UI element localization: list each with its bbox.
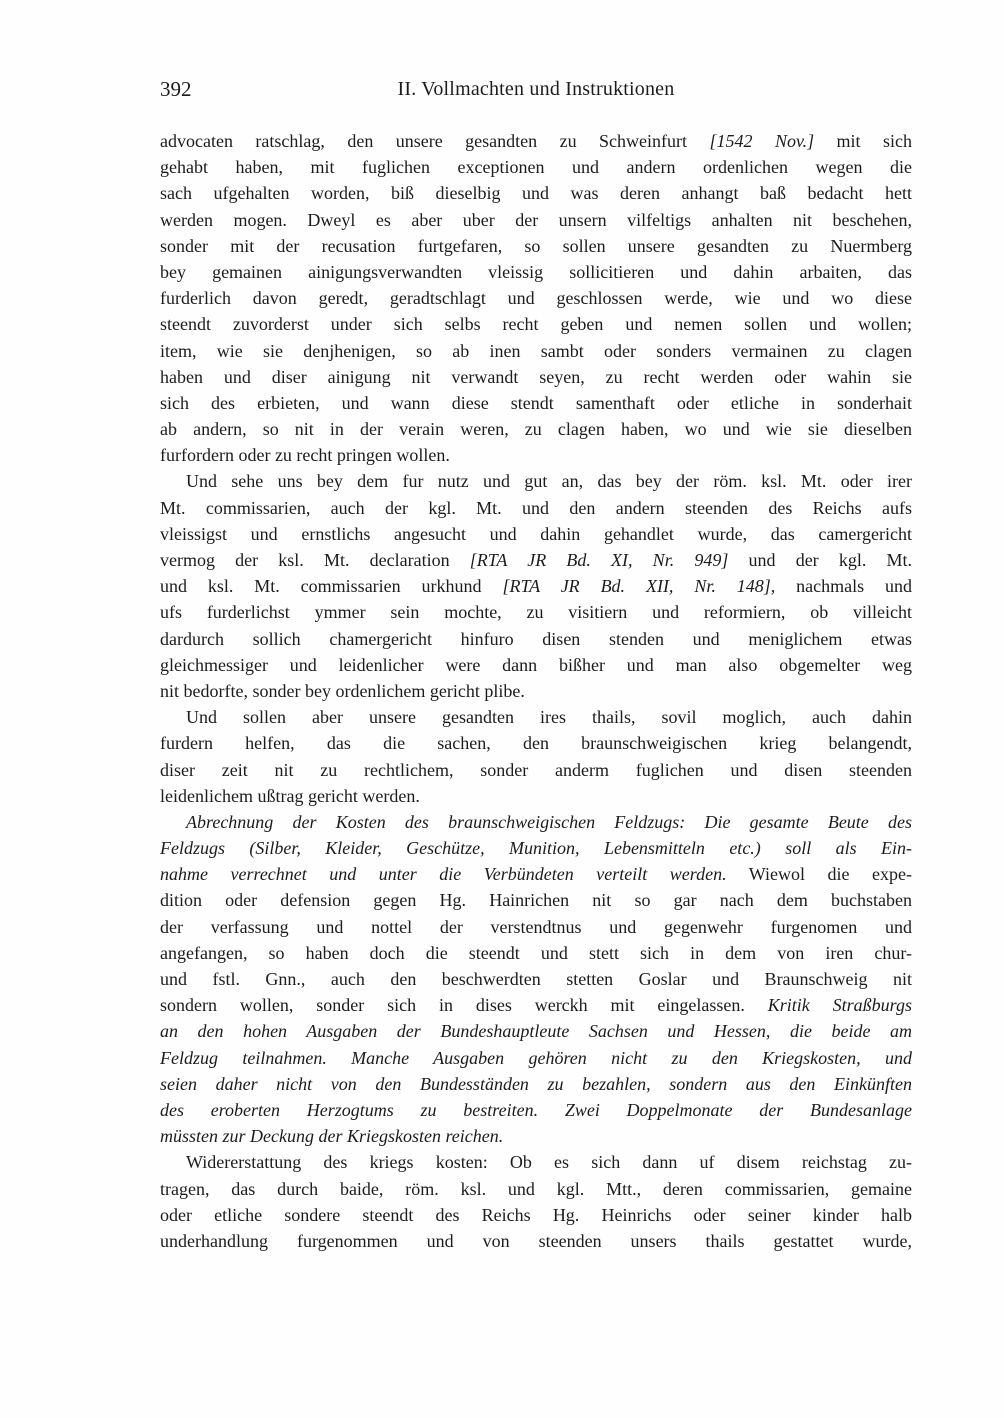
text-segment: Mt. commissarien, auch der kgl. Mt. und den andern steenden des Reichs aufs — [160, 497, 912, 518]
text-line — [160, 1228, 912, 1254]
text-segment: Und sehe uns bey dem fur nutz und gut an, das bey der röm. ksl. Mt. oder irer — [186, 471, 912, 492]
text-segment: und fstl. Gnn., auch den beschwerdten stetten Goslar und Braunschweig nit — [160, 969, 912, 989]
text-segment: mit sich — [814, 131, 912, 151]
text-segment: leidenlichem ußtrag gericht werden. — [160, 785, 420, 806]
text-segment: dardurch sollich chamergericht hinfuro disen stenden und meniglichem etwas — [160, 628, 912, 649]
text-segment: sonder mit der recusation furtgefaren, so sollen unsere gesandten zu Nuermberg — [160, 235, 912, 256]
text-line — [160, 783, 912, 809]
text-segment: sondern wollen, sonder sich in dises werckh mit eingelassen. — [160, 995, 768, 1016]
text-line — [160, 285, 912, 311]
italic-text-segment: [1542 Nov.] — [709, 131, 815, 151]
italic-text-segment: Feldzug teilnahmen. Manche Ausgaben gehören nicht zu den Kriegskosten, und — [160, 1047, 912, 1068]
italic-text-segment: Abrechnung der Kosten des braunschweigischen Feldzugs: Die gesamte Beute des — [186, 811, 912, 832]
text-segment: advocaten ratschlag, den unsere gesandten zu Schweinfurt — [160, 131, 710, 151]
text-segment: vermog der ksl. Mt. declaration — [160, 550, 470, 570]
text-segment: underhandlung furgenommen und von steenden unsers thails gestattet wurde, — [160, 1230, 912, 1251]
italic-text-segment: seien daher nicht von den Bundesständen zu bezahlen, sondern aus den Einkünften — [160, 1073, 912, 1094]
text-line — [160, 626, 912, 652]
text-line — [160, 442, 912, 468]
text-line — [160, 180, 912, 206]
text-line — [160, 233, 912, 259]
text-line — [160, 1018, 912, 1044]
text-line — [160, 861, 912, 887]
text-line — [160, 311, 912, 337]
text-line — [160, 966, 912, 992]
italic-text-segment: nahme verrechnet und unter die Verbündeten verteilt werden. — [160, 864, 727, 885]
text-line — [160, 887, 912, 913]
text-line — [160, 416, 912, 442]
italic-text-segment: Kritik Straßburgs — [767, 995, 912, 1016]
text-line — [160, 495, 912, 521]
text-segment: nachmals und — [775, 576, 912, 597]
text-segment: bey gemainen ainigungsverwandten vleissig sollicitieren und dahin arbaiten, das — [160, 261, 912, 282]
text-segment: haben und diser ainigung nit verwandt seyen, zu recht werden oder wahin sie — [160, 366, 912, 387]
text-line — [160, 207, 912, 233]
text-segment: oder etliche sondere steendt des Reichs Hg. Heinrichs oder seiner kinder halb — [160, 1204, 912, 1225]
text-line — [160, 1149, 912, 1175]
text-line — [160, 599, 912, 625]
text-segment: angefangen, so haben doch die steendt und stett sich in dem von iren chur- — [160, 942, 912, 963]
text-segment: item, wie sie denjhenigen, so ab inen sambt oder sonders vermainen zu clagen — [160, 340, 912, 361]
text-line — [160, 1123, 912, 1149]
text-line — [160, 521, 912, 547]
text-line — [160, 1202, 912, 1228]
text-segment: steendt zuvorderst under sich selbs recht geben und nemen sollen und wollen; — [160, 314, 912, 335]
text-segment: furderlich davon geredt, geradtschlagt und geschlossen werde, wie und wo diese — [160, 288, 912, 309]
text-line — [160, 1097, 912, 1123]
text-line — [160, 1176, 912, 1202]
body-text — [160, 128, 912, 1254]
text-line — [160, 390, 912, 416]
text-line — [160, 835, 912, 861]
page-header — [160, 76, 912, 102]
text-line — [160, 678, 912, 704]
text-line — [160, 573, 912, 599]
text-line — [160, 1045, 912, 1071]
text-segment: Widererstattung des kriegs kosten: Ob es sich dann uf disem reichstag zu- — [186, 1152, 912, 1173]
italic-text-segment: Feldzugs (Silber, Kleider, Geschütze, Munition, Lebensmitteln etc.) soll als Ein- — [160, 838, 912, 859]
italic-text-segment: des eroberten Herzogtums zu bestreiten. Zwei Doppelmonate der Bundesanlage — [160, 1099, 912, 1120]
text-segment: Und sollen aber unsere gesandten ires thails, sovil moglich, auch dahin — [186, 707, 912, 728]
text-line — [160, 914, 912, 940]
text-line — [160, 809, 912, 835]
italic-text-segment: [RTA JR Bd. XI, Nr. 949] — [469, 550, 729, 570]
text-line — [160, 730, 912, 756]
text-line — [160, 1071, 912, 1097]
text-segment: sach ufgehalten worden, biß dieselbig und was deren anhangt baß bedacht hett — [160, 183, 912, 204]
page-number: 392 — [160, 77, 192, 101]
text-line — [160, 259, 912, 285]
text-segment: dition oder defension gegen Hg. Hainrichen nit so gar nach dem buchstaben — [160, 890, 912, 911]
text-segment: diser zeit nit zu rechtlichem, sonder anderm fuglichen und disen steenden — [160, 759, 912, 780]
text-segment: werden mogen. Dweyl es aber uber der unsern vilfeltigs anhalten nit beschehen, — [160, 209, 912, 230]
running-header: II. Vollmachten und Instruktionen — [397, 78, 675, 100]
text-segment: Wiewol die expe- — [726, 864, 912, 885]
text-line — [160, 468, 912, 494]
text-line — [160, 652, 912, 678]
text-segment: gehabt haben, mit fuglichen exceptionen und andern ordenlichen wegen die — [160, 157, 912, 178]
text-segment: sich des erbieten, und wann diese stendt samenthaft oder etliche in sonderhait — [160, 392, 912, 413]
text-segment: tragen, das durch baide, röm. ksl. und kgl. Mtt., deren commissarien, gemaine — [160, 1178, 912, 1199]
text-segment: nit bedorfte, sonder bey ordenlichem gericht plibe. — [160, 680, 525, 701]
text-line — [160, 338, 912, 364]
text-line — [160, 992, 912, 1018]
text-line — [160, 364, 912, 390]
text-line — [160, 547, 912, 573]
text-segment: furfordern oder zu recht pringen wollen. — [160, 445, 450, 466]
text-line — [160, 154, 912, 180]
text-line — [160, 704, 912, 730]
text-segment: gleichmessiger und leidenlicher were dann bißher und man also obgemelter weg — [160, 654, 912, 675]
text-segment: ab andern, so nit in der verain weren, zu clagen haben, wo und wie sie dieselben — [160, 419, 912, 440]
text-segment: ufs furderlichst ymmer sein mochte, zu visitiern und reformiern, ob villeicht — [160, 602, 912, 623]
italic-text-segment: an den hohen Ausgaben der Bundeshauptleute Sachsen und Hessen, die beide am — [160, 1021, 912, 1042]
text-segment: und ksl. Mt. commissarien urkhund — [160, 576, 503, 597]
text-segment: und der kgl. Mt. — [728, 550, 912, 570]
text-line — [160, 128, 912, 154]
text-segment: furdern helfen, das die sachen, den braunschweigischen krieg belangendt, — [160, 733, 912, 754]
italic-text-segment: müssten zur Deckung der Kriegskosten reichen. — [160, 1126, 504, 1147]
text-segment: vleissigst und ernstlichs angesucht und dahin gehandlet wurde, das camergericht — [160, 523, 912, 544]
text-line — [160, 757, 912, 783]
italic-text-segment: [RTA JR Bd. XII, Nr. 148], — [502, 576, 776, 597]
text-line — [160, 940, 912, 966]
text-segment: der verfassung und nottel der verstendtnus und gegenwehr furgenomen und — [160, 916, 912, 937]
